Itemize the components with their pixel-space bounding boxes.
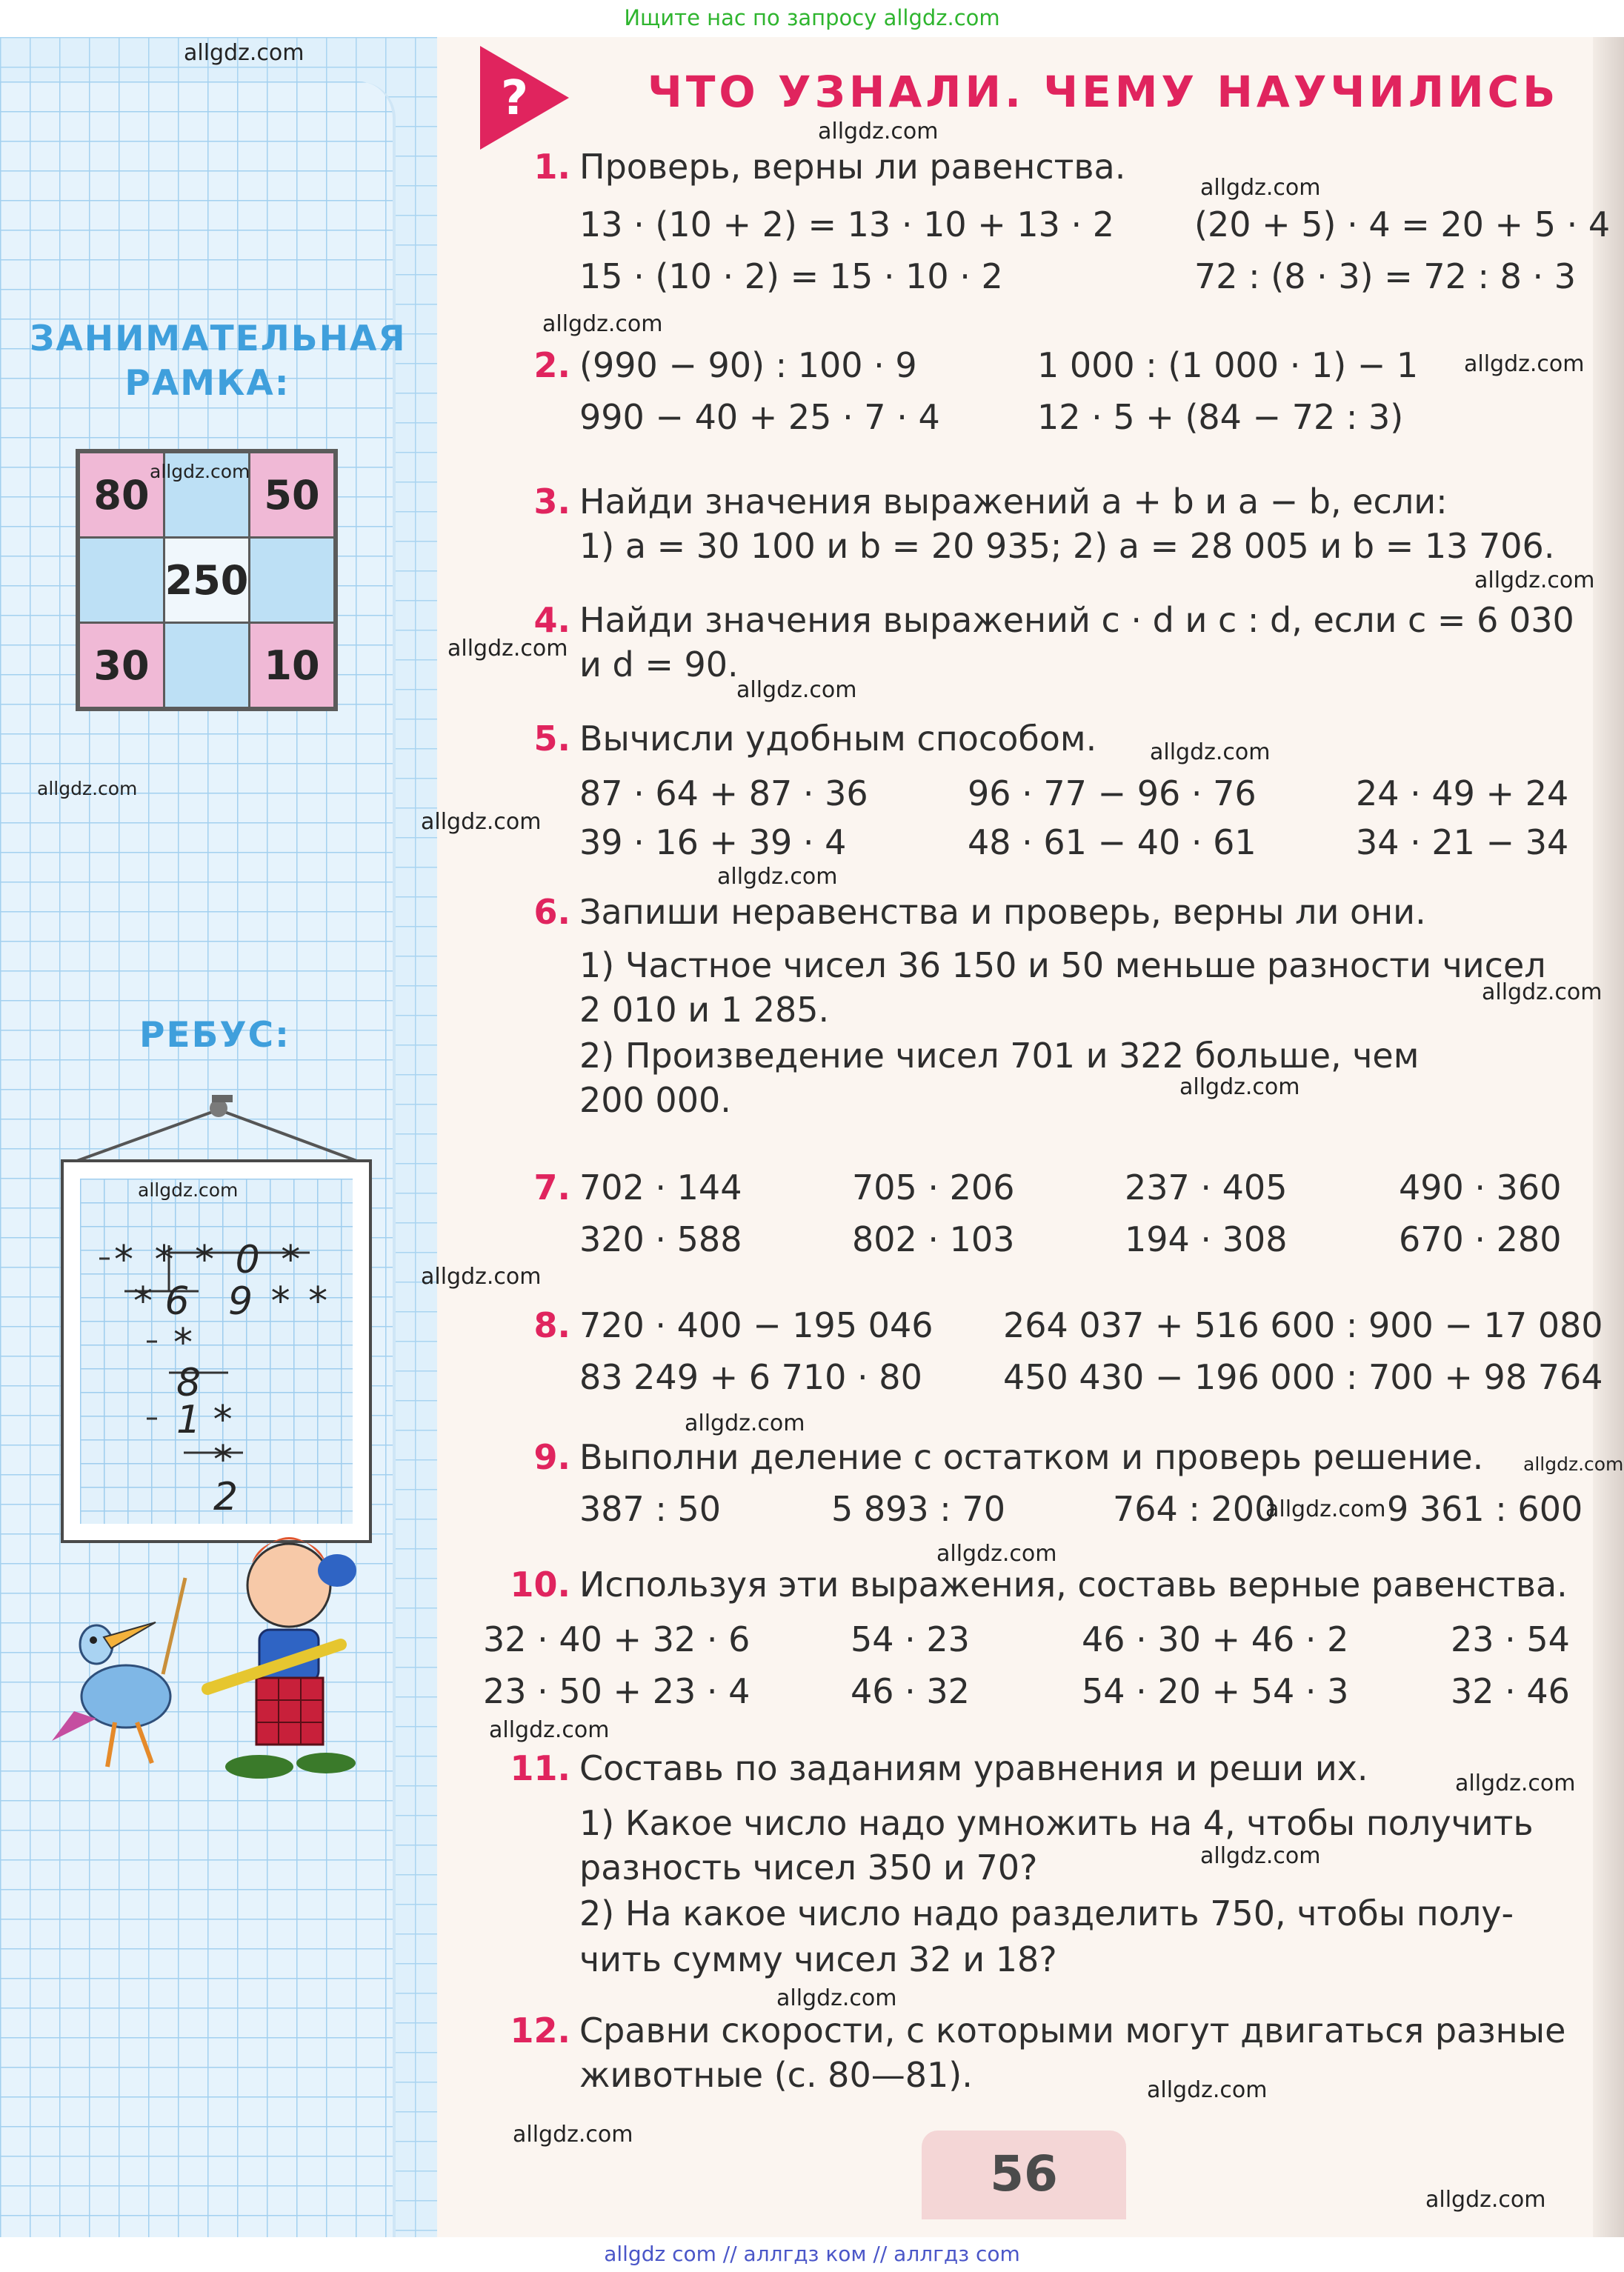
task10-expr-b2: 46 · 32 (851, 1671, 970, 1711)
task10-expr-a4: 23 · 54 (1451, 1619, 1570, 1659)
task-number-9: 9. (533, 1437, 570, 1477)
rebus-line4: 8 (176, 1361, 202, 1405)
task9-expr-a3: 764 : 200 (1113, 1489, 1277, 1529)
top-search-banner: Ищите нас по запросу allgdz.com (624, 5, 1000, 30)
task-number-8: 8. (533, 1305, 570, 1345)
frame-title-line1: ЗАНИМАТЕЛЬНАЯ (30, 319, 407, 359)
question-mark-icon (480, 46, 569, 150)
watermark: allgdz.com (513, 2122, 633, 2148)
task8-expr-a2: 264 037 + 516 600 : 900 − 17 080 (1003, 1305, 1603, 1345)
task10-expr-a1: 32 · 40 + 32 · 6 (483, 1619, 751, 1659)
task10-expr-b3: 54 · 20 + 54 · 3 (1082, 1671, 1349, 1711)
task7-expr-b3: 194 · 308 (1125, 1219, 1288, 1259)
task6-text: Запиши неравенства и проверь, верны ли они. (579, 892, 1426, 932)
watermark: allgdz.com (1455, 1770, 1576, 1796)
frame-cell-4 (80, 539, 163, 622)
task7-expr-b4: 670 · 280 (1399, 1219, 1562, 1259)
task11-text: Составь по заданиям уравнения и реши их. (579, 1748, 1368, 1788)
task6-line2: 2 010 и 1 285. (579, 990, 830, 1030)
task-number-3: 3. (533, 482, 570, 522)
task5-expr-b2: 48 · 61 − 40 · 61 (968, 822, 1257, 862)
svg-text:?: ? (501, 71, 529, 126)
frame-title-line2: РАМКА: (124, 363, 290, 404)
task-number-4: 4. (533, 600, 570, 640)
watermark: allgdz.com (1147, 2077, 1268, 2103)
task4-line2: и d = 90. (579, 644, 739, 684)
task-number-6: 6. (533, 892, 570, 932)
watermark: allgdz.com (1179, 1074, 1300, 1100)
task8-expr-b1: 83 249 + 6 710 · 80 (579, 1357, 922, 1397)
task-number-11: 11. (510, 1748, 570, 1788)
task3-line1: Найди значения выражений a + b и a − b, если: (579, 482, 1448, 522)
board-string-icon (59, 1089, 378, 1170)
task-number-10: 10. (510, 1565, 570, 1605)
watermark: allgdz.com (818, 119, 939, 144)
task1-text: Проверь, верны ли равенства. (579, 147, 1126, 187)
task5-expr-b1: 39 · 16 + 39 · 4 (579, 822, 847, 862)
task-number-1: 1. (533, 147, 570, 187)
watermark: allgdz.com (184, 40, 304, 66)
task7-expr-a1: 702 · 144 (579, 1167, 742, 1207)
task9-text: Выполни деление с остатком и проверь решение. (579, 1437, 1484, 1477)
task5-expr-a2: 96 · 77 − 96 · 76 (968, 773, 1257, 813)
task6-line1: 1) Частное чисел 36 150 и 50 меньше разности чисел (579, 945, 1546, 985)
task11-line1: 1) Какое число надо умножить на 4, чтобы получить (579, 1803, 1534, 1843)
frame-cell-5: 250 (165, 539, 248, 622)
task-number-2: 2. (533, 345, 570, 385)
rebus-line6: * (213, 1438, 233, 1482)
rebus-grid (80, 1179, 353, 1524)
watermark: allgdz.com (1200, 1843, 1321, 1869)
task10-expr-b4: 32 · 46 (1451, 1671, 1570, 1711)
bottom-banner: allgdz com // аллгдз ком // аллгдз com (604, 2242, 1020, 2266)
task9-expr-a1: 387 : 50 (579, 1489, 722, 1529)
task1-eq-a2: (20 + 5) · 4 = 20 + 5 · 4 (1194, 204, 1611, 244)
task-number-7: 7. (533, 1167, 570, 1207)
frame-cell-1: 80 (80, 453, 163, 536)
task5-text: Вычисли удобным способом. (579, 719, 1097, 759)
task2-expr-a2: 1 000 : (1 000 · 1) − 1 (1037, 345, 1419, 385)
task10-text: Используя эти выражения, составь верные равенства. (579, 1565, 1568, 1605)
task7-expr-a4: 490 · 360 (1399, 1167, 1562, 1207)
watermark: allgdz.com (1265, 1496, 1386, 1522)
frame-cell-9: 10 (250, 624, 333, 707)
bird-illustration-icon (44, 1563, 193, 1785)
frame-cell-6 (250, 539, 333, 622)
task10-expr-b1: 23 · 50 + 23 · 4 (483, 1671, 751, 1711)
task9-expr-a2: 5 893 : 70 (831, 1489, 1005, 1529)
task8-expr-b2: 450 430 − 196 000 : 700 + 98 764 (1003, 1357, 1603, 1397)
watermark: allgdz.com (685, 1410, 805, 1436)
task1-eq-a1: 13 · (10 + 2) = 13 · 10 + 13 · 2 (579, 204, 1115, 244)
page-heading: ЧТО УЗНАЛИ. ЧЕМУ НАУЧИЛИСЬ (648, 67, 1560, 117)
watermark: allgdz.com (1464, 351, 1585, 377)
task5-expr-a1: 87 · 64 + 87 · 36 (579, 773, 868, 813)
watermark: allgdz.com (489, 1717, 610, 1743)
rebus-board (61, 1159, 372, 1543)
watermark: allgdz.com (421, 1264, 542, 1290)
watermark: allgdz.com (138, 1179, 239, 1201)
watermark: allgdz.com (37, 778, 138, 799)
task8-expr-a1: 720 · 400 − 195 046 (579, 1305, 934, 1345)
task7-expr-a2: 705 · 206 (852, 1167, 1015, 1207)
page-binding-shadow (1593, 37, 1624, 2237)
task11-line2: разность чисел 350 и 70? (579, 1848, 1038, 1888)
page-number: 56 (922, 2131, 1126, 2219)
rebus-quotient: 9 * * (228, 1279, 331, 1324)
rebus-line2: * 6 (133, 1279, 190, 1324)
task5-expr-b3: 34 · 21 − 34 (1356, 822, 1569, 862)
watermark: allgdz.com (1523, 1453, 1624, 1475)
task7-expr-b2: 802 · 103 (852, 1219, 1015, 1259)
watermark: allgdz.com (542, 311, 663, 337)
task6-line4: 200 000. (579, 1080, 731, 1120)
task3-line2: 1) a = 30 100 и b = 20 935; 2) a = 28 005 и b = 13 706. (579, 526, 1555, 566)
rebus-line7: 2 (213, 1475, 239, 1519)
task11-line4: чить сумму чисел 32 и 18? (579, 1939, 1057, 1979)
task10-expr-a3: 46 · 30 + 46 · 2 (1082, 1619, 1349, 1659)
frame-cell-7: 30 (80, 624, 163, 707)
task-number-5: 5. (533, 719, 570, 759)
watermark: allgdz.com (736, 677, 857, 703)
watermark: allgdz.com (776, 1985, 897, 2011)
watermark: allgdz.com (1482, 979, 1603, 1005)
task11-line3: 2) На какое число надо разделить 750, чтобы полу- (579, 1893, 1514, 1933)
rebus-dividend: * * * 0 * (114, 1238, 305, 1282)
watermark: allgdz.com (447, 636, 568, 662)
task6-line3: 2) Произведение чисел 701 и 322 больше, чем (579, 1036, 1420, 1076)
watermark: allgdz.com (1200, 175, 1321, 201)
watermark: allgdz.com (936, 1541, 1057, 1567)
rebus-line3: * (173, 1321, 193, 1365)
watermark: allgdz.com (421, 809, 542, 835)
task-number-12: 12. (510, 2011, 570, 2051)
watermark: allgdz.com (1425, 2187, 1546, 2213)
task2-expr-a1: (990 − 90) : 100 · 9 (579, 345, 917, 385)
watermark: allgdz.com (1474, 567, 1595, 593)
rebus-title: РЕБУС: (139, 1015, 290, 1056)
magic-frame-grid (76, 449, 338, 711)
task9-expr-a4: 9 361 : 600 (1387, 1489, 1583, 1529)
task12-line2: животные (с. 80—81). (579, 2055, 973, 2095)
boy-illustration-icon (193, 1519, 363, 1785)
task2-expr-b2: 12 · 5 + (84 − 72 : 3) (1037, 397, 1404, 437)
frame-cell-3: 50 (250, 453, 333, 536)
watermark: allgdz.com (717, 864, 838, 890)
task5-expr-a3: 24 · 49 + 24 (1356, 773, 1569, 813)
watermark: allgdz.com (150, 461, 250, 482)
task7-expr-a3: 237 · 405 (1125, 1167, 1288, 1207)
textbook-page (0, 37, 1624, 2237)
task4-line1: Найди значения выражений c · d и c : d, если c = 6 030 (579, 600, 1574, 640)
frame-cell-8 (165, 624, 248, 707)
watermark: allgdz.com (1150, 739, 1271, 765)
task10-expr-a2: 54 · 23 (851, 1619, 970, 1659)
rebus-line5: 1 * (176, 1398, 233, 1442)
task2-expr-b1: 990 − 40 + 25 · 7 · 4 (579, 397, 940, 437)
task1-eq-b1: 15 · (10 · 2) = 15 · 10 · 2 (579, 256, 1003, 296)
task7-expr-b1: 320 · 588 (579, 1219, 742, 1259)
task12-line1: Сравни скорости, с которыми могут двигаться разные (579, 2011, 1566, 2051)
task1-eq-b2: 72 : (8 · 3) = 72 : 8 · 3 (1194, 256, 1577, 296)
